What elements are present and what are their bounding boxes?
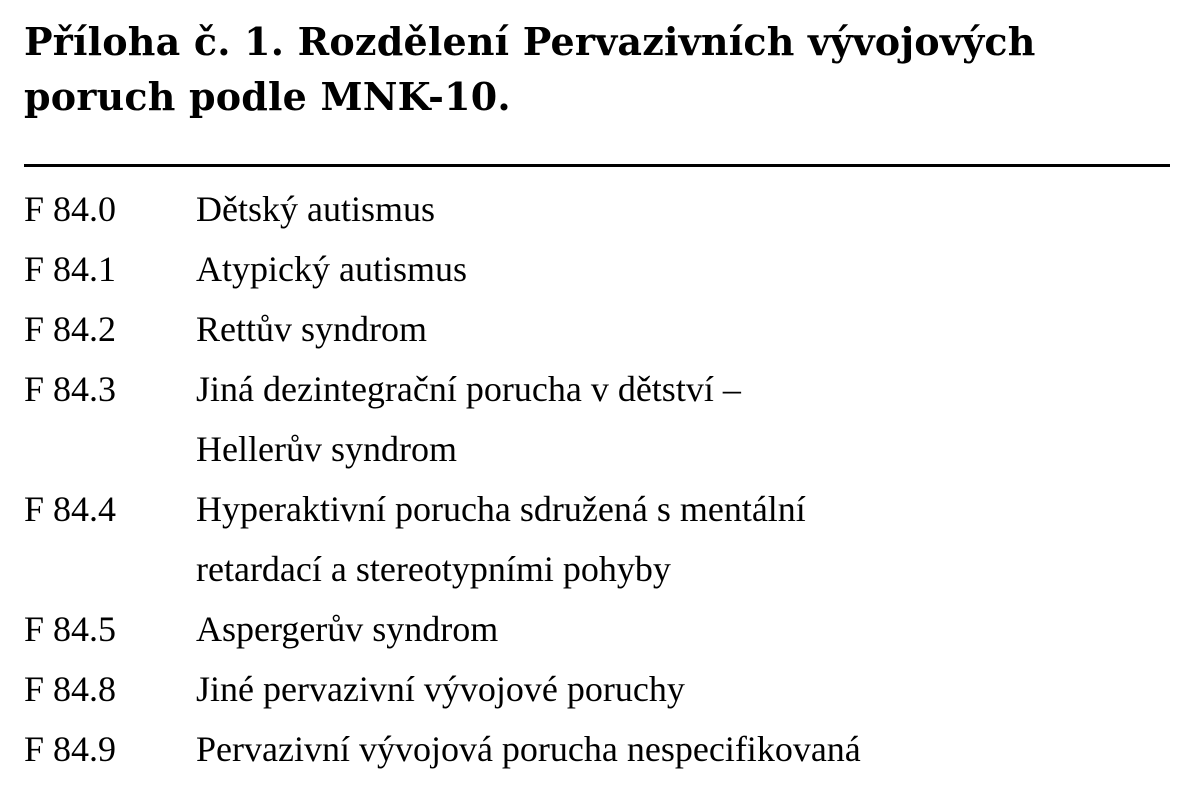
list-item	[24, 599, 1172, 659]
entry-code: F 84.9	[24, 729, 117, 769]
entry-code: F 84.5	[24, 609, 117, 649]
entry-code: F 84.2	[24, 309, 117, 349]
entry-code: F 84.1	[24, 249, 117, 289]
list-item	[24, 479, 1172, 599]
entry-code: F 84.0	[24, 189, 117, 229]
list-item	[24, 239, 1172, 299]
entry-label: Rettův syndrom	[196, 309, 427, 349]
entry-label: Pervazivní vývojová porucha nespecifikovaná	[196, 729, 861, 769]
entry-code: F 84.8	[24, 669, 117, 709]
entry-label: Aspergerův syndrom	[196, 609, 499, 649]
list-item	[24, 719, 1172, 779]
document-page	[24, 14, 1172, 779]
entry-code: F 84.4	[24, 489, 117, 529]
entry-label: Dětský autismus	[196, 189, 435, 229]
list-item	[24, 359, 1172, 479]
list-item	[24, 659, 1172, 719]
horizontal-rule	[24, 164, 1170, 167]
entry-label: Hyperaktivní porucha sdružená s mentální retardací a stereotypními pohyby	[196, 489, 806, 589]
list-item	[24, 179, 1172, 239]
entry-label: Jiná dezintegrační porucha v dětství – Hellerův syndrom	[196, 369, 741, 469]
document-title: Příloha č. 1. Rozdělení Pervazivních vývojových poruch podle MNK-10.	[24, 19, 1036, 119]
entry-label: Jiné pervazivní vývojové poruchy	[196, 669, 685, 709]
list-item	[24, 299, 1172, 359]
entry-code: F 84.3	[24, 369, 117, 409]
entry-label: Atypický autismus	[196, 249, 467, 289]
entry-list	[24, 179, 1172, 779]
